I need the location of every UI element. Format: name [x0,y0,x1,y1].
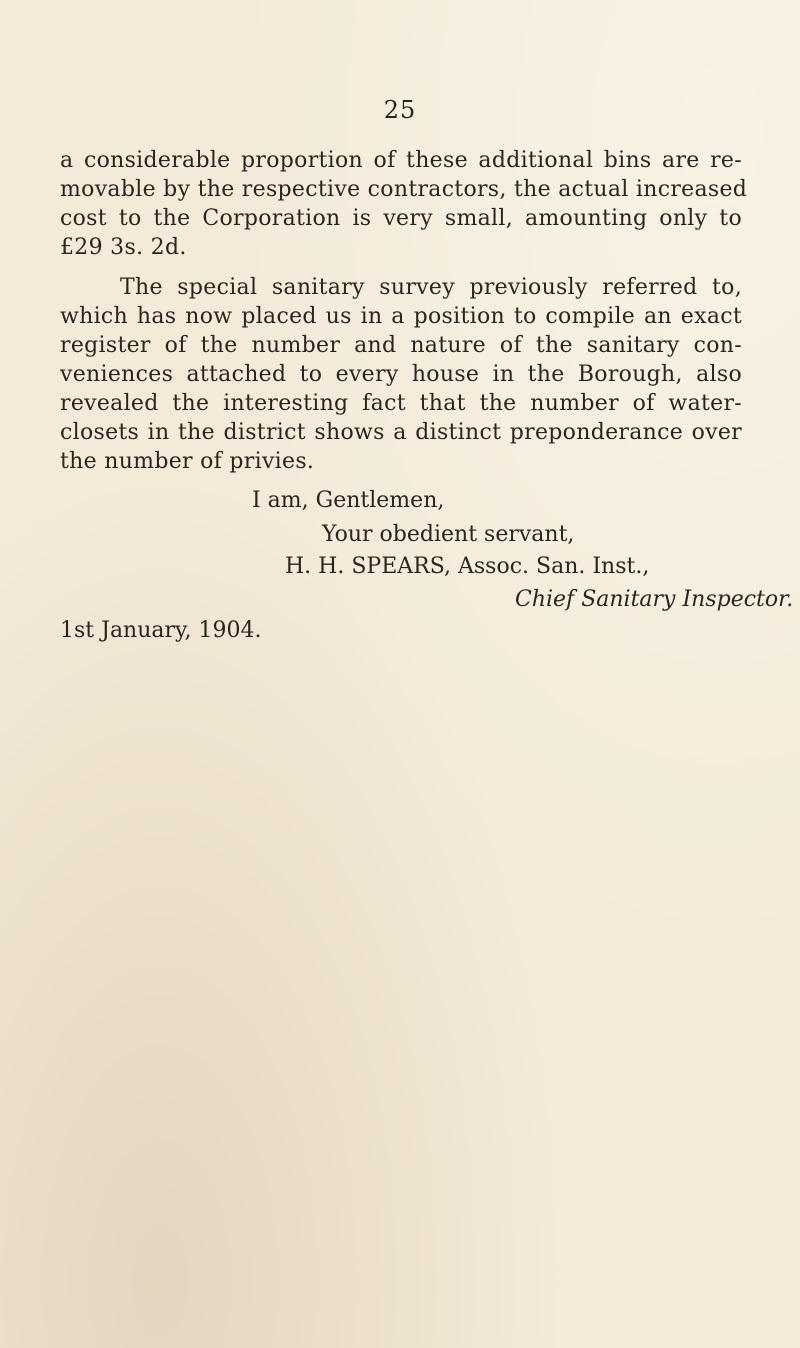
salutation: I am, Gentlemen, [252,488,445,513]
paragraph-line: veniences attached to every house in the Borough, also [60,362,742,387]
paragraph-line: which has now placed us in a position to compile an exact [60,304,742,329]
valediction: Your obedient servant, [322,522,575,547]
paragraph-line: £29 3s. 2d. [60,235,187,260]
paragraph-line: the number of privies. [60,449,315,474]
paragraph-sanitary-survey [60,273,742,476]
page-number: 25 [383,96,417,124]
signatory-title: Chief Sanitary Inspector. [515,587,794,612]
paragraph-line: revealed the interesting fact that the number of water- [60,391,742,416]
paragraph-line: a considerable proportion of these additional bins are re- [60,148,742,173]
paragraph-line: register of the number and nature of the sanitary con- [60,333,742,358]
paragraph-line: closets in the district shows a distinct preponderance over [60,420,742,445]
paragraph-line: movable by the respective contractors, the actual increased [60,177,748,202]
signature: H. H. SPEARS, Assoc. San. Inst., [285,554,650,579]
letter-date: 1st January, 1904. [60,618,262,643]
paragraph-line: The special sanitary survey previously referred to, [120,275,742,300]
paragraph-line: cost to the Corporation is very small, amounting only to [60,206,742,231]
paragraph-bins-cost [60,146,748,262]
